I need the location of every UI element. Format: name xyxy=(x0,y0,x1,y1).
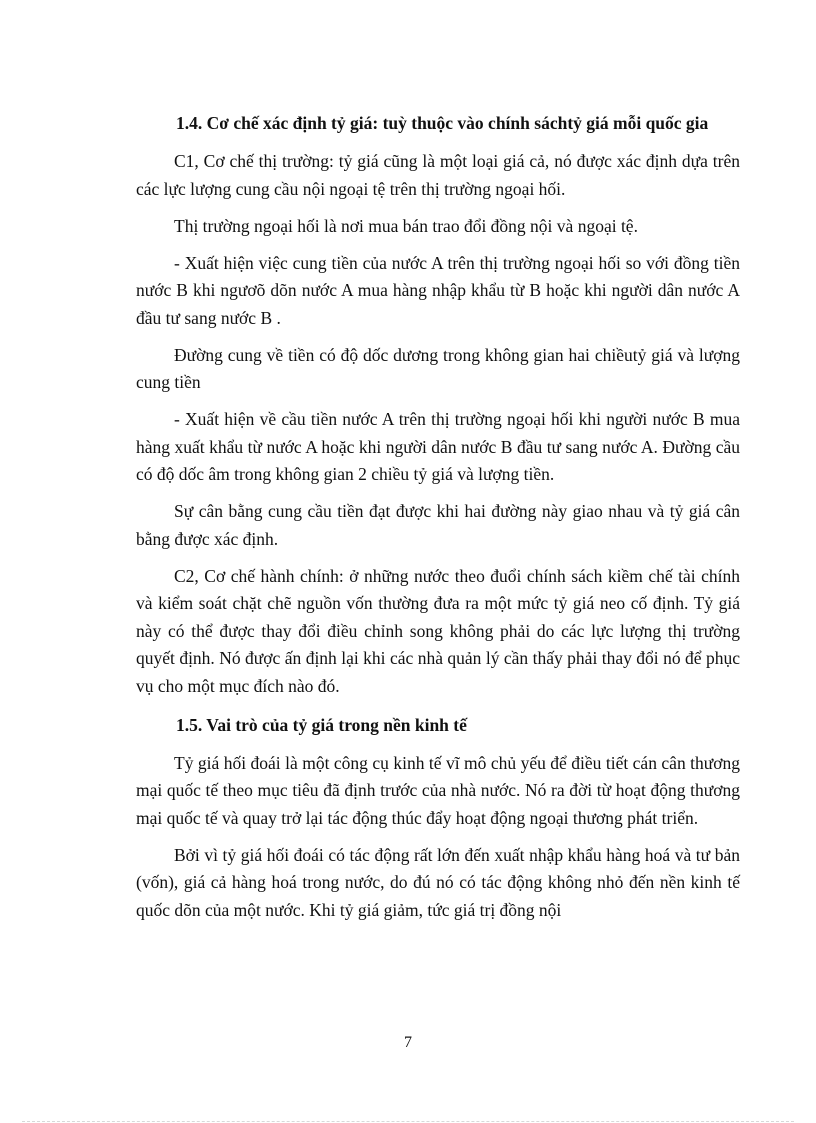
section-heading-1-5: 1.5. Vai trò của tỷ giá trong nền kinh tế xyxy=(176,714,467,735)
page-number: 7 xyxy=(404,1034,412,1051)
paragraph-equilibrium: Sự cân bằng cung cầu tiền đạt được khi hai đường này giao nhau và tỷ giá cân bằng được xác định. xyxy=(136,501,740,549)
section-heading-1-4: 1.4. Cơ chế xác định tỷ giá: tuỳ thuộc vào chính sáchtỷ giá mỗi quốc gia xyxy=(176,113,709,133)
paragraph-administrative-mechanism: C2, Cơ chế hành chính: ở những nước theo đuổi chính sách kiềm chế tài chính và kiểm soát chặt chẽ nguồn vốn thường đưa ra một mức tỷ giá neo cố định. Tỷ giá này có thể được thay đổi điều chỉnh song không phải do các lực lượng thị trường quyết định. Nó được ấn định lại khi các nhà quản lý cần thấy phải thay đổi nó để phục vụ cho một mục đích nào đó. xyxy=(136,565,740,696)
document-page xyxy=(136,108,740,934)
paragraph-forex-market: Thị trường ngoại hối là nơi mua bán trao đổi đồng nội và ngoại tệ. xyxy=(174,215,638,236)
page-bottom-divider xyxy=(22,1121,794,1122)
paragraph-supply-curve: Đường cung về tiền có độ dốc dương trong không gian hai chiềutỷ giá và lượng cung tiền xyxy=(136,344,740,392)
paragraph-money-supply: - Xuất hiện việc cung tiền của nước A trên thị trường ngoại hối so với đồng tiền nước B khi ngươõ dõn nước A mua hàng nhập khẩu từ B hoặc khi người dân nước A đầu tư sang nước B . xyxy=(136,252,740,328)
paragraph-money-demand: - Xuất hiện về cầu tiền nước A trên thị trường ngoại hối khi người nước B mua hàng xuất khẩu từ nước A hoặc khi người dân nước B đầu tư sang nước A. Đường cầu có độ dốc âm trong không gian 2 chiều tỷ giá và lượng tiền. xyxy=(136,409,740,484)
paragraph-impact-of-exchange-rate: Bởi vì tỷ giá hối đoái có tác động rất lớn đến xuất nhập khẩu hàng hoá và tư bản (vốn), giá cả hàng hoá trong nước, do đú nó có tác động không nhỏ đến nền kinh tế quốc dõn của một nước. Khi tỷ giá giảm, tức giá trị đồng nội xyxy=(136,844,740,920)
paragraph-role-of-exchange-rate: Tỷ giá hối đoái là một công cụ kinh tế vĩ mô chủ yếu để điều tiết cán cân thương mại quốc tế theo mục tiêu đã định trước của nhà nước. Nó ra đời từ hoạt động thương mại quốc tế và quay trở lại tác động thúc đẩy hoạt động ngoại thương phát triển. xyxy=(136,752,740,828)
paragraph-market-mechanism: C1, Cơ chế thị trường: tỷ giá cũng là một loại giá cả, nó được xác định dựa trên các lực lượng cung cầu nội ngoại tệ trên thị trường ngoại hối. xyxy=(136,151,740,199)
